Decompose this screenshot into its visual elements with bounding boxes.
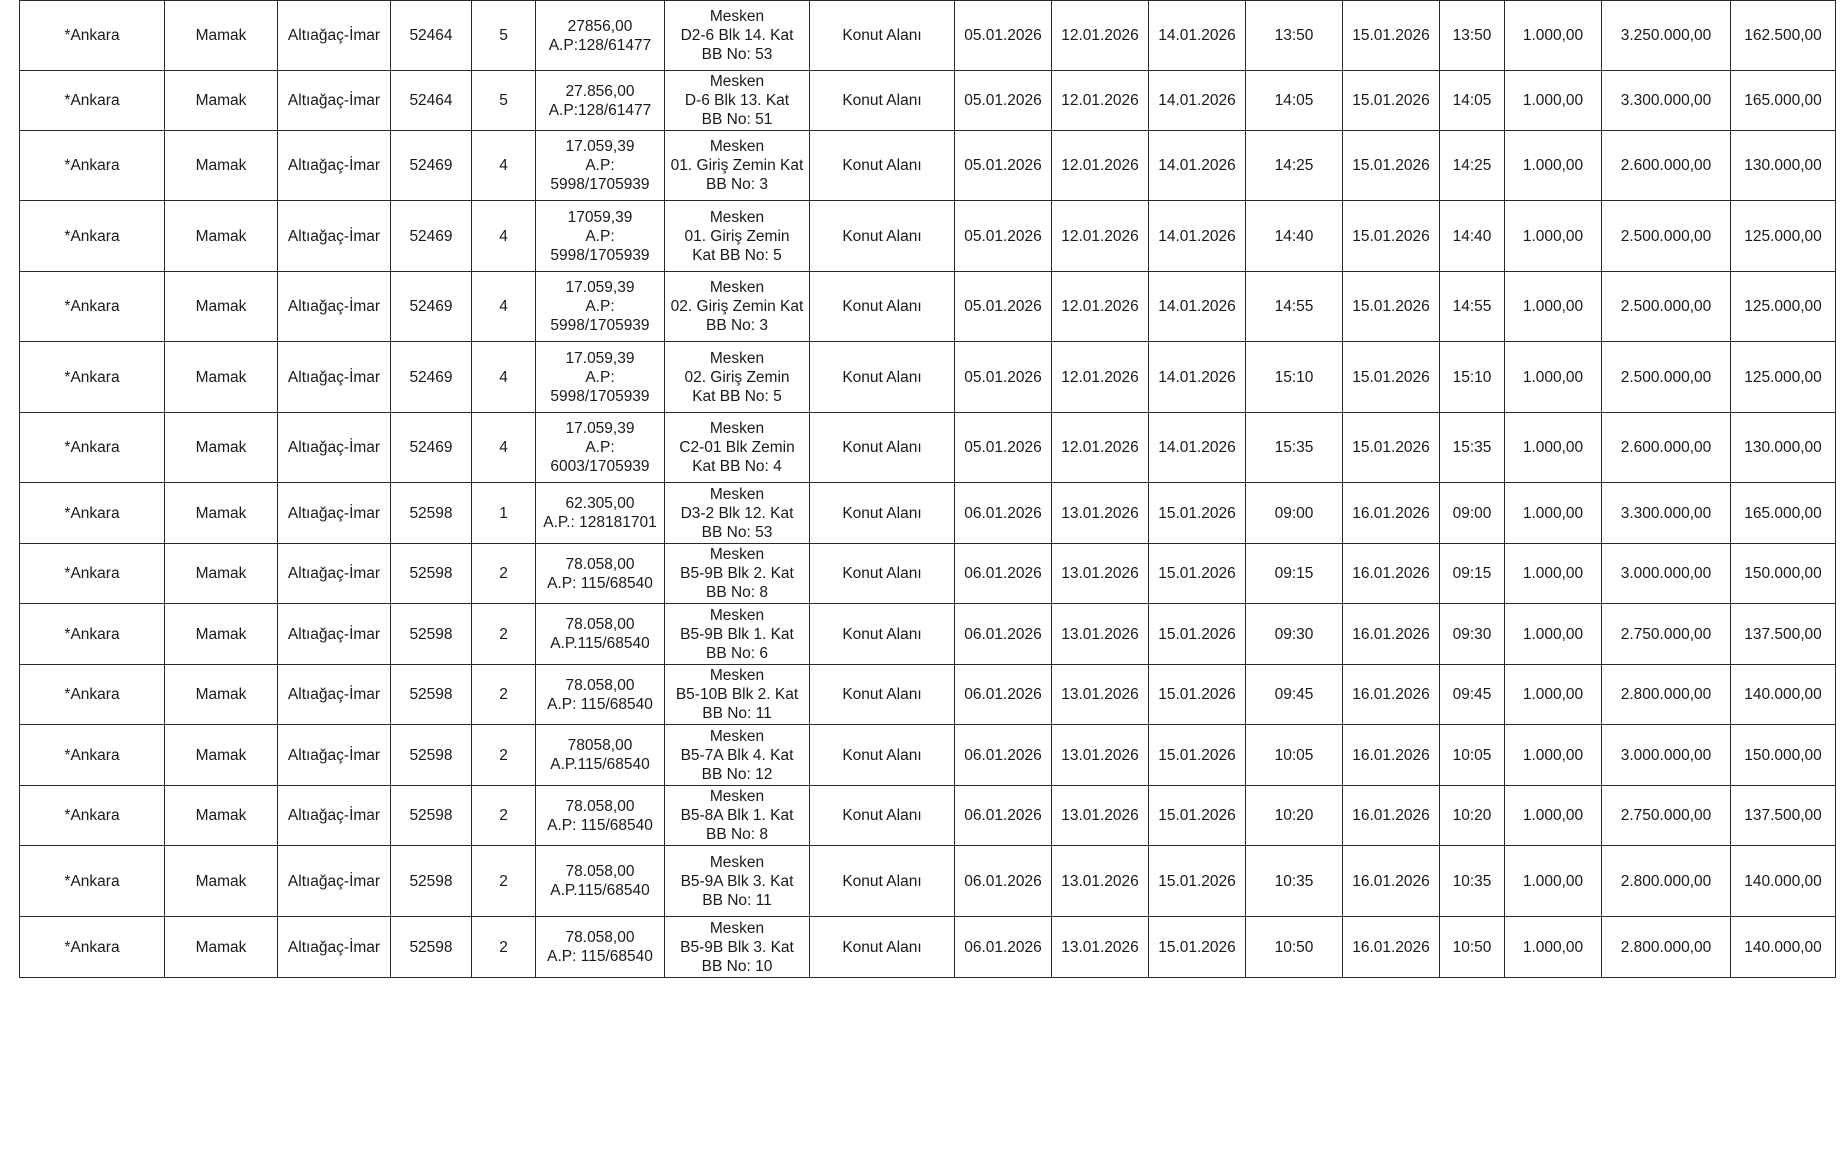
cell-area-share: 17.059,39 A.P: 5998/1705939 [536, 342, 665, 413]
cell-area-share: 17.059,39 A.P: 5998/1705939 [536, 272, 665, 342]
cell-block-no: 52598 [391, 604, 472, 665]
cell-province: *Ankara [20, 201, 165, 272]
cell-block-no: 52598 [391, 846, 472, 917]
cell-district: Mamak [165, 131, 278, 201]
cell-area-share: 78.058,00 A.P.115/68540 [536, 846, 665, 917]
cell-block-no: 52598 [391, 917, 472, 978]
cell-zoning: Konut Alanı [810, 725, 955, 786]
cell-date-2: 13.01.2026 [1052, 786, 1149, 846]
cell-time-1: 09:45 [1246, 665, 1343, 725]
cell-date-1: 06.01.2026 [955, 604, 1052, 665]
cell-parcel-no: 2 [472, 846, 536, 917]
cell-area-share: 17059,39 A.P: 5998/1705939 [536, 201, 665, 272]
cell-block-no: 52469 [391, 342, 472, 413]
table-row [20, 544, 1836, 604]
cell-date-4: 15.01.2026 [1343, 71, 1440, 131]
cell-area-share: 78.058,00 A.P: 115/68540 [536, 544, 665, 604]
cell-property-description: Mesken D2-6 Blk 14. Kat BB No: 53 [665, 1, 810, 71]
cell-zoning: Konut Alanı [810, 665, 955, 725]
cell-estimated-value: 2.600.000,00 [1602, 131, 1731, 201]
cell-deposit: 125.000,00 [1731, 342, 1836, 413]
cell-value-1: 1.000,00 [1505, 71, 1602, 131]
cell-zoning: Konut Alanı [810, 544, 955, 604]
cell-parcel-no: 2 [472, 786, 536, 846]
cell-time-2: 09:00 [1440, 483, 1505, 544]
cell-deposit: 137.500,00 [1731, 604, 1836, 665]
cell-date-2: 12.01.2026 [1052, 71, 1149, 131]
cell-estimated-value: 2.500.000,00 [1602, 272, 1731, 342]
cell-date-2: 12.01.2026 [1052, 272, 1149, 342]
cell-date-4: 15.01.2026 [1343, 342, 1440, 413]
cell-area-share: 62.305,00 A.P.: 128181701 [536, 483, 665, 544]
cell-block-no: 52469 [391, 201, 472, 272]
cell-deposit: 140.000,00 [1731, 846, 1836, 917]
cell-parcel-no: 5 [472, 71, 536, 131]
cell-district: Mamak [165, 604, 278, 665]
cell-neighborhood: Altıağaç-İmar [278, 544, 391, 604]
cell-province: *Ankara [20, 604, 165, 665]
cell-time-2: 09:30 [1440, 604, 1505, 665]
cell-district: Mamak [165, 483, 278, 544]
cell-neighborhood: Altıağaç-İmar [278, 71, 391, 131]
table-row [20, 131, 1836, 201]
cell-block-no: 52598 [391, 786, 472, 846]
cell-block-no: 52598 [391, 483, 472, 544]
cell-block-no: 52598 [391, 665, 472, 725]
cell-estimated-value: 3.300.000,00 [1602, 71, 1731, 131]
cell-value-1: 1.000,00 [1505, 786, 1602, 846]
cell-province: *Ankara [20, 725, 165, 786]
cell-parcel-no: 4 [472, 413, 536, 483]
cell-date-2: 13.01.2026 [1052, 544, 1149, 604]
cell-value-1: 1.000,00 [1505, 342, 1602, 413]
cell-province: *Ankara [20, 71, 165, 131]
cell-date-4: 16.01.2026 [1343, 544, 1440, 604]
cell-property-description: Mesken D-6 Blk 13. Kat BB No: 51 [665, 71, 810, 131]
cell-date-4: 15.01.2026 [1343, 272, 1440, 342]
cell-estimated-value: 2.750.000,00 [1602, 604, 1731, 665]
cell-date-3: 14.01.2026 [1149, 201, 1246, 272]
cell-time-1: 09:15 [1246, 544, 1343, 604]
cell-area-share: 78.058,00 A.P.115/68540 [536, 604, 665, 665]
cell-area-share: 78.058,00 A.P: 115/68540 [536, 917, 665, 978]
cell-property-description: Mesken 01. Giriş Zemin Kat BB No: 5 [665, 201, 810, 272]
cell-date-3: 14.01.2026 [1149, 272, 1246, 342]
cell-zoning: Konut Alanı [810, 131, 955, 201]
cell-date-2: 13.01.2026 [1052, 917, 1149, 978]
cell-district: Mamak [165, 917, 278, 978]
cell-time-1: 14:05 [1246, 71, 1343, 131]
cell-area-share: 27.856,00 A.P:128/61477 [536, 71, 665, 131]
cell-property-description: Mesken D3-2 Blk 12. Kat BB No: 53 [665, 483, 810, 544]
cell-parcel-no: 4 [472, 342, 536, 413]
cell-date-2: 12.01.2026 [1052, 131, 1149, 201]
cell-date-4: 16.01.2026 [1343, 917, 1440, 978]
cell-date-2: 13.01.2026 [1052, 604, 1149, 665]
cell-time-1: 14:40 [1246, 201, 1343, 272]
cell-zoning: Konut Alanı [810, 786, 955, 846]
cell-neighborhood: Altıağaç-İmar [278, 483, 391, 544]
cell-time-1: 10:05 [1246, 725, 1343, 786]
cell-parcel-no: 2 [472, 917, 536, 978]
cell-time-2: 14:40 [1440, 201, 1505, 272]
cell-parcel-no: 2 [472, 544, 536, 604]
cell-date-3: 14.01.2026 [1149, 342, 1246, 413]
cell-time-2: 14:25 [1440, 131, 1505, 201]
cell-date-2: 13.01.2026 [1052, 665, 1149, 725]
cell-date-1: 06.01.2026 [955, 483, 1052, 544]
cell-time-1: 13:50 [1246, 1, 1343, 71]
cell-district: Mamak [165, 786, 278, 846]
cell-deposit: 140.000,00 [1731, 665, 1836, 725]
cell-zoning: Konut Alanı [810, 917, 955, 978]
cell-estimated-value: 2.800.000,00 [1602, 917, 1731, 978]
cell-district: Mamak [165, 342, 278, 413]
table-row [20, 1, 1836, 71]
cell-value-1: 1.000,00 [1505, 201, 1602, 272]
cell-date-1: 06.01.2026 [955, 917, 1052, 978]
cell-date-4: 15.01.2026 [1343, 131, 1440, 201]
cell-time-1: 10:35 [1246, 846, 1343, 917]
cell-parcel-no: 1 [472, 483, 536, 544]
cell-area-share: 17.059,39 A.P: 5998/1705939 [536, 131, 665, 201]
cell-deposit: 137.500,00 [1731, 786, 1836, 846]
cell-province: *Ankara [20, 786, 165, 846]
cell-deposit: 130.000,00 [1731, 413, 1836, 483]
cell-property-description: Mesken B5-10B Blk 2. Kat BB No: 11 [665, 665, 810, 725]
cell-block-no: 52598 [391, 544, 472, 604]
cell-neighborhood: Altıağaç-İmar [278, 846, 391, 917]
cell-zoning: Konut Alanı [810, 413, 955, 483]
cell-date-2: 12.01.2026 [1052, 413, 1149, 483]
cell-date-1: 06.01.2026 [955, 544, 1052, 604]
cell-date-3: 14.01.2026 [1149, 413, 1246, 483]
cell-date-1: 06.01.2026 [955, 846, 1052, 917]
cell-estimated-value: 3.000.000,00 [1602, 544, 1731, 604]
cell-date-2: 12.01.2026 [1052, 342, 1149, 413]
cell-time-2: 10:05 [1440, 725, 1505, 786]
cell-date-2: 12.01.2026 [1052, 201, 1149, 272]
cell-time-2: 15:35 [1440, 413, 1505, 483]
cell-neighborhood: Altıağaç-İmar [278, 725, 391, 786]
cell-neighborhood: Altıağaç-İmar [278, 201, 391, 272]
cell-estimated-value: 3.250.000,00 [1602, 1, 1731, 71]
cell-time-2: 13:50 [1440, 1, 1505, 71]
cell-value-1: 1.000,00 [1505, 917, 1602, 978]
cell-property-description: Mesken B5-7A Blk 4. Kat BB No: 12 [665, 725, 810, 786]
cell-date-3: 15.01.2026 [1149, 786, 1246, 846]
cell-estimated-value: 2.500.000,00 [1602, 201, 1731, 272]
cell-value-1: 1.000,00 [1505, 1, 1602, 71]
cell-value-1: 1.000,00 [1505, 413, 1602, 483]
cell-province: *Ankara [20, 846, 165, 917]
cell-deposit: 125.000,00 [1731, 272, 1836, 342]
cell-deposit: 162.500,00 [1731, 1, 1836, 71]
cell-date-2: 13.01.2026 [1052, 725, 1149, 786]
cell-date-4: 16.01.2026 [1343, 604, 1440, 665]
cell-time-2: 14:05 [1440, 71, 1505, 131]
cell-area-share: 27856,00 A.P:128/61477 [536, 1, 665, 71]
cell-neighborhood: Altıağaç-İmar [278, 665, 391, 725]
cell-estimated-value: 3.300.000,00 [1602, 483, 1731, 544]
cell-deposit: 140.000,00 [1731, 917, 1836, 978]
cell-date-3: 15.01.2026 [1149, 665, 1246, 725]
table-row [20, 846, 1836, 917]
cell-zoning: Konut Alanı [810, 272, 955, 342]
table-row [20, 483, 1836, 544]
cell-value-1: 1.000,00 [1505, 725, 1602, 786]
cell-date-4: 16.01.2026 [1343, 483, 1440, 544]
cell-deposit: 130.000,00 [1731, 131, 1836, 201]
cell-property-description: Mesken 02. Giriş Zemin Kat BB No: 5 [665, 342, 810, 413]
cell-estimated-value: 2.800.000,00 [1602, 846, 1731, 917]
cell-deposit: 165.000,00 [1731, 483, 1836, 544]
cell-estimated-value: 2.800.000,00 [1602, 665, 1731, 725]
cell-district: Mamak [165, 846, 278, 917]
cell-time-2: 09:45 [1440, 665, 1505, 725]
cell-date-3: 14.01.2026 [1149, 131, 1246, 201]
cell-estimated-value: 2.750.000,00 [1602, 786, 1731, 846]
cell-value-1: 1.000,00 [1505, 544, 1602, 604]
cell-deposit: 150.000,00 [1731, 725, 1836, 786]
cell-date-3: 15.01.2026 [1149, 604, 1246, 665]
cell-neighborhood: Altıağaç-İmar [278, 786, 391, 846]
cell-neighborhood: Altıağaç-İmar [278, 1, 391, 71]
cell-province: *Ankara [20, 483, 165, 544]
cell-date-1: 05.01.2026 [955, 413, 1052, 483]
cell-property-description: Mesken 01. Giriş Zemin Kat BB No: 3 [665, 131, 810, 201]
cell-time-1: 14:55 [1246, 272, 1343, 342]
cell-date-4: 15.01.2026 [1343, 201, 1440, 272]
cell-neighborhood: Altıağaç-İmar [278, 917, 391, 978]
cell-date-3: 14.01.2026 [1149, 1, 1246, 71]
cell-date-1: 05.01.2026 [955, 342, 1052, 413]
cell-value-1: 1.000,00 [1505, 131, 1602, 201]
table-row [20, 201, 1836, 272]
cell-date-2: 13.01.2026 [1052, 483, 1149, 544]
cell-block-no: 52464 [391, 71, 472, 131]
cell-deposit: 125.000,00 [1731, 201, 1836, 272]
cell-parcel-no: 2 [472, 725, 536, 786]
table-body [20, 1, 1836, 978]
cell-date-1: 05.01.2026 [955, 201, 1052, 272]
cell-zoning: Konut Alanı [810, 201, 955, 272]
cell-time-1: 14:25 [1246, 131, 1343, 201]
auction-table [19, 0, 1836, 978]
cell-parcel-no: 2 [472, 604, 536, 665]
cell-deposit: 165.000,00 [1731, 71, 1836, 131]
cell-date-3: 15.01.2026 [1149, 846, 1246, 917]
table-row [20, 604, 1836, 665]
cell-province: *Ankara [20, 544, 165, 604]
cell-time-2: 15:10 [1440, 342, 1505, 413]
cell-zoning: Konut Alanı [810, 604, 955, 665]
cell-property-description: Mesken C2-01 Blk Zemin Kat BB No: 4 [665, 413, 810, 483]
cell-date-2: 12.01.2026 [1052, 1, 1149, 71]
cell-time-1: 09:30 [1246, 604, 1343, 665]
table-row [20, 725, 1836, 786]
cell-date-4: 15.01.2026 [1343, 413, 1440, 483]
cell-neighborhood: Altıağaç-İmar [278, 272, 391, 342]
cell-date-1: 05.01.2026 [955, 272, 1052, 342]
cell-date-1: 05.01.2026 [955, 131, 1052, 201]
cell-block-no: 52469 [391, 272, 472, 342]
cell-date-2: 13.01.2026 [1052, 846, 1149, 917]
cell-time-2: 10:35 [1440, 846, 1505, 917]
cell-deposit: 150.000,00 [1731, 544, 1836, 604]
cell-province: *Ankara [20, 131, 165, 201]
cell-date-1: 06.01.2026 [955, 786, 1052, 846]
cell-time-2: 10:20 [1440, 786, 1505, 846]
cell-district: Mamak [165, 272, 278, 342]
cell-value-1: 1.000,00 [1505, 272, 1602, 342]
cell-estimated-value: 3.000.000,00 [1602, 725, 1731, 786]
cell-zoning: Konut Alanı [810, 71, 955, 131]
table-row [20, 786, 1836, 846]
cell-area-share: 17.059,39 A.P: 6003/1705939 [536, 413, 665, 483]
table-row [20, 917, 1836, 978]
cell-property-description: Mesken B5-9B Blk 1. Kat BB No: 6 [665, 604, 810, 665]
cell-date-3: 15.01.2026 [1149, 917, 1246, 978]
cell-neighborhood: Altıağaç-İmar [278, 413, 391, 483]
cell-neighborhood: Altıağaç-İmar [278, 604, 391, 665]
cell-date-4: 16.01.2026 [1343, 786, 1440, 846]
cell-estimated-value: 2.500.000,00 [1602, 342, 1731, 413]
cell-district: Mamak [165, 544, 278, 604]
cell-block-no: 52469 [391, 413, 472, 483]
cell-zoning: Konut Alanı [810, 1, 955, 71]
cell-estimated-value: 2.600.000,00 [1602, 413, 1731, 483]
cell-province: *Ankara [20, 342, 165, 413]
cell-value-1: 1.000,00 [1505, 604, 1602, 665]
cell-property-description: Mesken B5-8A Blk 1. Kat BB No: 8 [665, 786, 810, 846]
cell-area-share: 78.058,00 A.P: 115/68540 [536, 665, 665, 725]
cell-date-1: 05.01.2026 [955, 1, 1052, 71]
cell-property-description: Mesken B5-9B Blk 2. Kat BB No: 8 [665, 544, 810, 604]
cell-district: Mamak [165, 725, 278, 786]
table-row [20, 272, 1836, 342]
table-row [20, 665, 1836, 725]
cell-date-4: 15.01.2026 [1343, 1, 1440, 71]
cell-province: *Ankara [20, 665, 165, 725]
table-row [20, 71, 1836, 131]
cell-property-description: Mesken 02. Giriş Zemin Kat BB No: 3 [665, 272, 810, 342]
cell-date-4: 16.01.2026 [1343, 846, 1440, 917]
cell-district: Mamak [165, 665, 278, 725]
cell-block-no: 52469 [391, 131, 472, 201]
cell-zoning: Konut Alanı [810, 846, 955, 917]
cell-date-1: 05.01.2026 [955, 71, 1052, 131]
cell-province: *Ankara [20, 917, 165, 978]
table-row [20, 413, 1836, 483]
cell-area-share: 78.058,00 A.P: 115/68540 [536, 786, 665, 846]
cell-value-1: 1.000,00 [1505, 483, 1602, 544]
cell-date-4: 16.01.2026 [1343, 665, 1440, 725]
cell-zoning: Konut Alanı [810, 342, 955, 413]
cell-district: Mamak [165, 1, 278, 71]
cell-parcel-no: 5 [472, 1, 536, 71]
cell-time-1: 10:50 [1246, 917, 1343, 978]
cell-date-3: 14.01.2026 [1149, 71, 1246, 131]
cell-date-1: 06.01.2026 [955, 725, 1052, 786]
cell-province: *Ankara [20, 413, 165, 483]
cell-block-no: 52464 [391, 1, 472, 71]
cell-zoning: Konut Alanı [810, 483, 955, 544]
cell-value-1: 1.000,00 [1505, 665, 1602, 725]
cell-time-2: 10:50 [1440, 917, 1505, 978]
cell-parcel-no: 4 [472, 272, 536, 342]
cell-district: Mamak [165, 201, 278, 272]
cell-value-1: 1.000,00 [1505, 846, 1602, 917]
cell-area-share: 78058,00 A.P.115/68540 [536, 725, 665, 786]
cell-parcel-no: 4 [472, 131, 536, 201]
cell-time-1: 10:20 [1246, 786, 1343, 846]
cell-property-description: Mesken B5-9A Blk 3. Kat BB No: 11 [665, 846, 810, 917]
cell-province: *Ankara [20, 272, 165, 342]
cell-parcel-no: 2 [472, 665, 536, 725]
cell-time-2: 14:55 [1440, 272, 1505, 342]
cell-date-1: 06.01.2026 [955, 665, 1052, 725]
cell-time-1: 09:00 [1246, 483, 1343, 544]
cell-district: Mamak [165, 413, 278, 483]
cell-date-3: 15.01.2026 [1149, 544, 1246, 604]
cell-district: Mamak [165, 71, 278, 131]
cell-neighborhood: Altıağaç-İmar [278, 342, 391, 413]
cell-parcel-no: 4 [472, 201, 536, 272]
cell-time-2: 09:15 [1440, 544, 1505, 604]
cell-property-description: Mesken B5-9B Blk 3. Kat BB No: 10 [665, 917, 810, 978]
cell-time-1: 15:10 [1246, 342, 1343, 413]
cell-date-3: 15.01.2026 [1149, 725, 1246, 786]
cell-province: *Ankara [20, 1, 165, 71]
cell-block-no: 52598 [391, 725, 472, 786]
cell-neighborhood: Altıağaç-İmar [278, 131, 391, 201]
cell-date-3: 15.01.2026 [1149, 483, 1246, 544]
cell-time-1: 15:35 [1246, 413, 1343, 483]
table-row [20, 342, 1836, 413]
cell-date-4: 16.01.2026 [1343, 725, 1440, 786]
